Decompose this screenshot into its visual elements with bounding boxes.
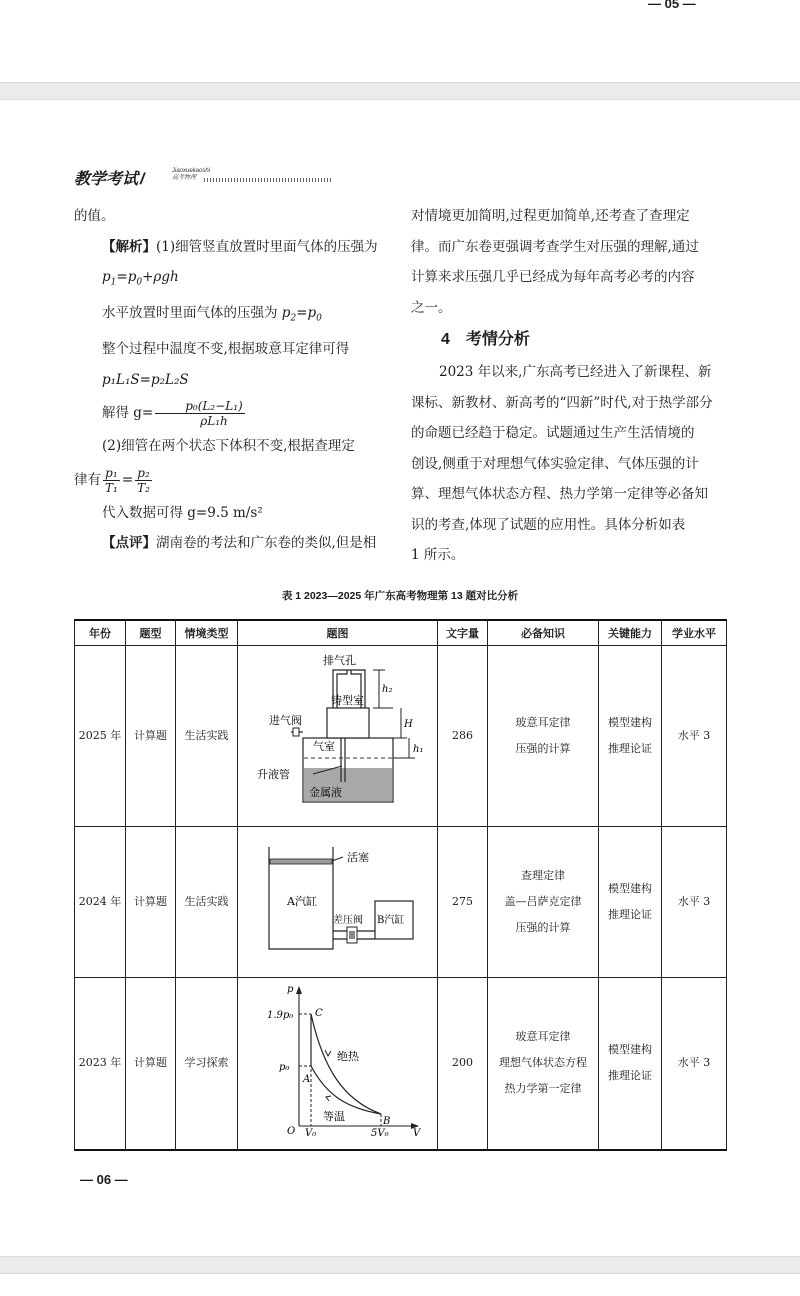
- label-C: C: [314, 1008, 323, 1020]
- label-V-axis: V: [412, 1128, 420, 1139]
- cell-type: 计算题: [126, 646, 176, 827]
- analysis-line-4: 创设,侧重于对理想气体实验定律、气体压强的计: [411, 455, 699, 472]
- analysis-line-3: 的命题已经趋于稳定。试题通过生产生活情境的: [411, 425, 695, 441]
- cell-level: 水平 3: [662, 978, 727, 1150]
- table-row: [75, 978, 727, 1150]
- label-V0: V₀: [304, 1128, 316, 1139]
- analysis-line-6: 识的考查,体现了试题的应用性。具体分析如表: [411, 516, 686, 533]
- cell-knowledge: 玻意耳定律 压强的计算: [488, 646, 599, 827]
- label-H: H: [403, 719, 413, 730]
- right-column: [411, 201, 727, 571]
- label-19p0: 1.9p₀: [266, 1010, 293, 1022]
- label-adiabatic: 绝热: [336, 1050, 359, 1064]
- label-exhaust: 排气孔: [322, 654, 356, 667]
- cell-figure: [238, 827, 438, 978]
- cell-context: 生活实践: [176, 827, 238, 978]
- cell-type: 计算题: [126, 827, 176, 978]
- label-chamber: 铸型室: [330, 694, 364, 707]
- page-gap-top: [0, 82, 800, 100]
- th-ability: 关键能力: [599, 620, 662, 646]
- cell-context: 生活实践: [176, 646, 238, 827]
- analysis-line-2: 课标、新教材、新高考的“四新”时代,对于热学部分: [411, 394, 713, 411]
- cell-context: 学习探索: [176, 978, 238, 1150]
- cell-words: 286: [438, 646, 488, 827]
- cell-ability: 模型建构 推理论证: [599, 827, 662, 978]
- part2-line1: (2)细管在两个状态下体积不变,根据查理定: [102, 438, 355, 455]
- table-header-row: [75, 620, 727, 646]
- jiexi-para: [74, 232, 392, 263]
- left-line-1: 的值。: [74, 208, 115, 224]
- cell-year: 2025 年: [75, 646, 126, 827]
- header-rule: [204, 178, 332, 182]
- eq-1: $p_1=p_0+\rho gh$: [102, 269, 179, 288]
- cell-knowledge: 玻意耳定律 理想气体状态方程 热力学第一定律: [488, 978, 599, 1150]
- figure-2024-cylinders: [243, 827, 433, 967]
- cell-words: 275: [438, 827, 488, 978]
- part2-line2: 律有 $\frac{\text{p₁}}{\text{T₁}}$ = $\frac{\text{p₂}}{\text{T₂}}$: [74, 465, 150, 495]
- label-inlet: 进气阀: [268, 714, 302, 727]
- th-context: 情境类型: [176, 620, 238, 646]
- right-line-4: 之一。: [411, 299, 452, 316]
- label-p0: p₀: [278, 1062, 289, 1074]
- cell-ability: 模型建构 推理论证: [599, 978, 662, 1150]
- horizontal-line: 水平放置时里面气体的压强为 $p_2=p_0$: [102, 305, 322, 324]
- analysis-line-7: 1 所示。: [411, 547, 465, 563]
- brand-slash: /: [140, 171, 145, 188]
- label-A: A: [302, 1074, 310, 1086]
- cell-year: 2024 年: [75, 827, 126, 978]
- label-metal: 金属液: [308, 786, 342, 799]
- analysis-line-5: 算、理想气体状态方程、热力学第一定律等必备知: [411, 486, 708, 502]
- brand-sub-cn: 高考物理: [172, 175, 197, 181]
- cell-ability: 模型建构 推理论证: [599, 646, 662, 827]
- solve-line: 解得 g= $\frac{\text{p₀(L₂−L₁)}}{\text{ρL₁h}}$: [102, 399, 243, 429]
- th-knowledge: 必备知识: [488, 620, 599, 646]
- brand-bold: 考试: [106, 171, 139, 188]
- right-line-3: 计算来求压强几乎已经成为每年高考必考的内容: [411, 269, 695, 285]
- section-heading: 4 考情分析: [441, 331, 530, 348]
- jiexi-label: 【解析】: [102, 238, 156, 255]
- table-caption: 表 1 2023—2025 年广东高考物理第 13 题对比分析: [281, 590, 519, 602]
- bottom-page-number: — 06 —: [80, 1172, 128, 1187]
- cell-level: 水平 3: [662, 827, 727, 978]
- label-air-chamber: 气室: [312, 740, 335, 753]
- cell-knowledge: 查理定律 盖—吕萨克定律 压强的计算: [488, 827, 599, 978]
- label-p-axis: p: [286, 984, 293, 996]
- label-cylinder-b: B汽缸: [376, 915, 404, 926]
- right-line-2: 律。而广东卷更强调考查学生对压强的理解,通过: [411, 238, 699, 255]
- cell-type: 计算题: [126, 978, 176, 1150]
- figure-2025-casting-apparatus: [243, 646, 433, 816]
- th-words: 文字量: [438, 620, 488, 646]
- label-origin: O: [286, 1126, 295, 1138]
- cell-level: 水平 3: [662, 646, 727, 827]
- th-level: 学业水平: [662, 620, 727, 646]
- top-page-number: — 05 —: [648, 0, 696, 11]
- right-line-1: 对情境更加简明,过程更加简单,还考查了查理定: [411, 208, 690, 224]
- dianping-text: 湖南卷的考法和广东卷的类似,但是相: [156, 535, 377, 552]
- cell-words: 200: [438, 978, 488, 1150]
- th-type: 题型: [126, 620, 176, 646]
- cell-figure: [238, 978, 438, 1150]
- result-line: 代入数据可得 g=9.5 m/s²: [102, 504, 263, 521]
- table-row: [75, 646, 727, 827]
- label-valve: 差压阀: [332, 915, 363, 926]
- dianping-label: 【点评】: [102, 535, 156, 552]
- brand-sub-en: Jiaoxuekaoshi: [172, 168, 211, 174]
- dianping-para: [74, 528, 392, 559]
- label-5V0: 5V₀: [370, 1128, 389, 1139]
- jiexi-text: (1)细管竖直放置时里面气体的压强为: [156, 238, 378, 255]
- th-year: 年份: [75, 620, 126, 646]
- analysis-line-1: 2023 年以来,广东高考已经进入了新课程、新: [439, 364, 712, 380]
- label-isothermal: 等温: [322, 1110, 345, 1124]
- figure-2023-pv-diagram: [243, 978, 433, 1138]
- th-figure: 题图: [238, 620, 438, 646]
- brand-main: 教学: [74, 171, 107, 188]
- comparison-table: [74, 619, 727, 1151]
- label-B: B: [382, 1116, 390, 1128]
- eq-2: p₁L₁S=p₂L₂S: [102, 371, 189, 388]
- label-piston: 活塞: [346, 851, 369, 864]
- left-column: [74, 201, 392, 559]
- temp-line: 整个过程中温度不变,根据玻意耳定律可得: [102, 341, 350, 358]
- journal-header: [74, 166, 264, 190]
- label-h2: h₂: [381, 684, 392, 695]
- label-riser: 升液管: [256, 768, 290, 781]
- page-gap-bottom: [0, 1256, 800, 1274]
- label-h1: h₁: [412, 744, 423, 755]
- table-row: [75, 827, 727, 978]
- cell-year: 2023 年: [75, 978, 126, 1150]
- cell-figure: [238, 646, 438, 827]
- label-cylinder-a: A汽缸: [286, 895, 317, 908]
